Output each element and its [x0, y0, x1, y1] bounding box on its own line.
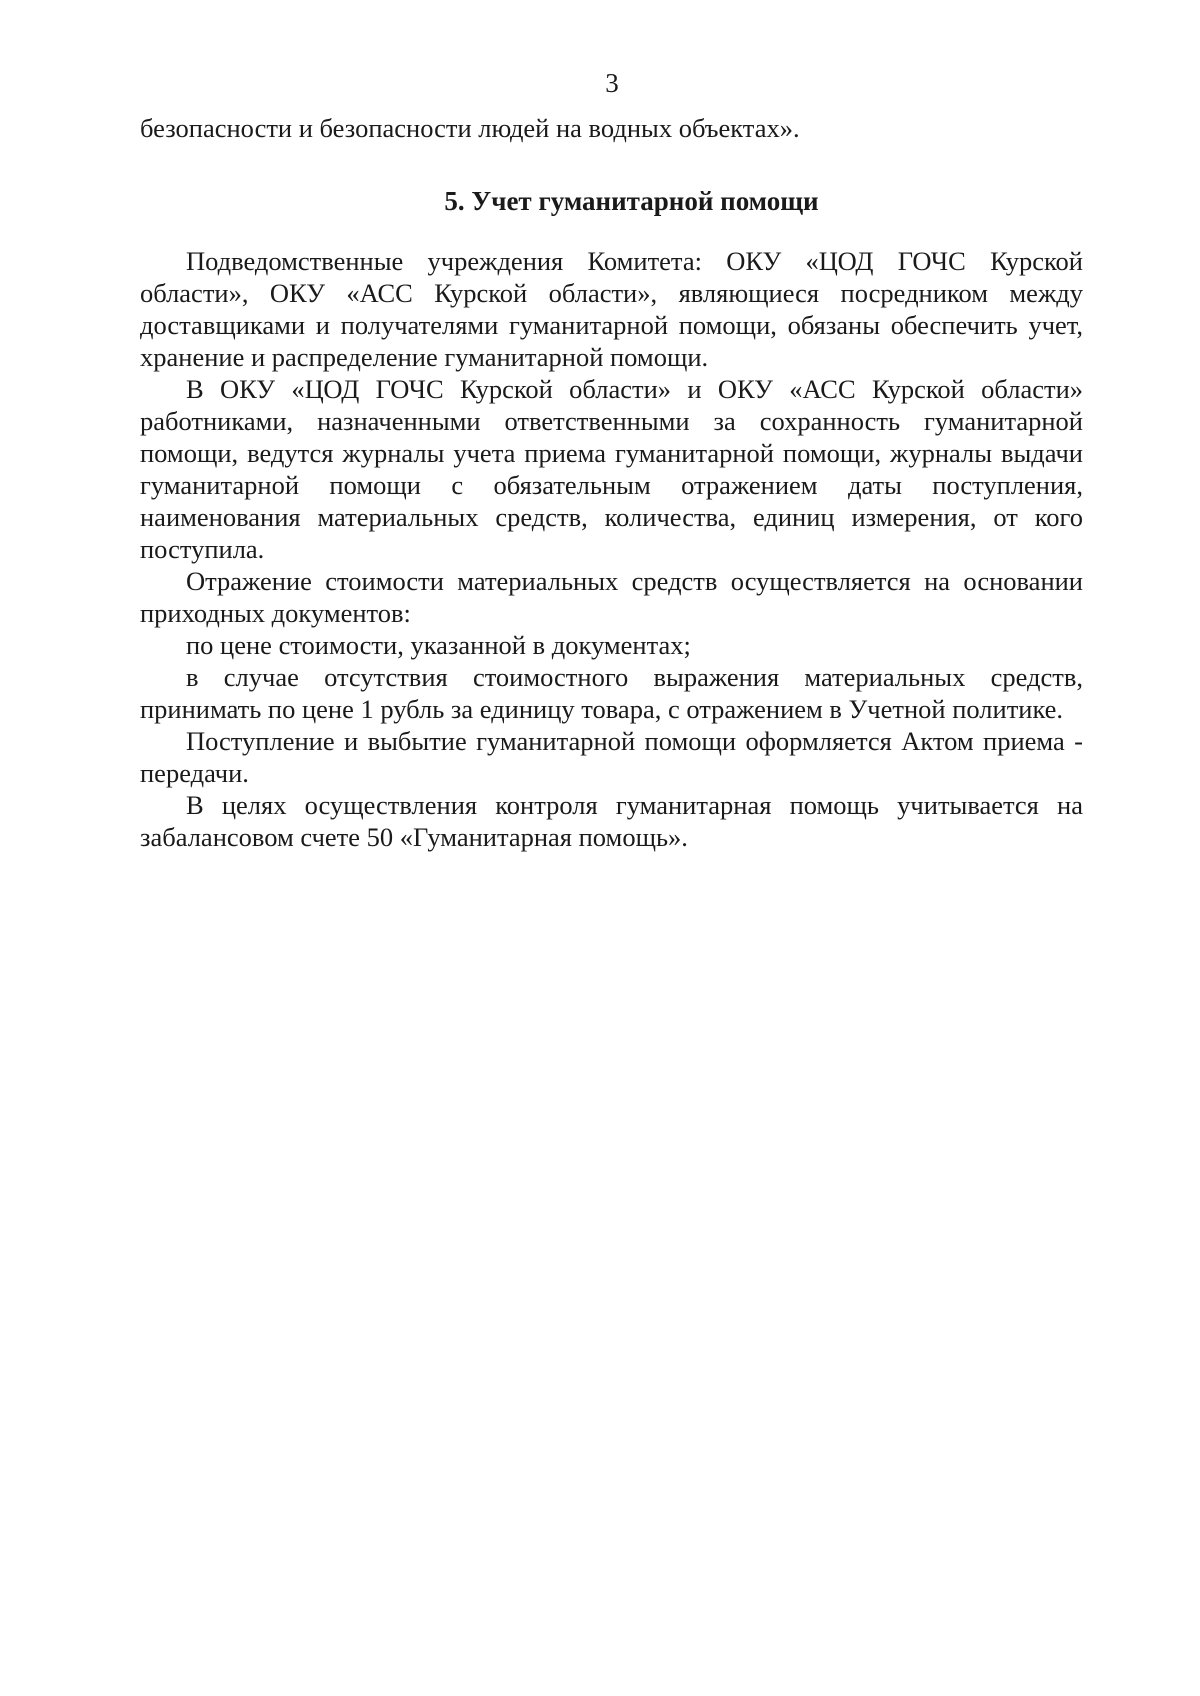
paragraph-subordinate-institutions: Подведомственные учреждения Комитета: ОКУ «ЦОД ГОЧС Курской области», ОКУ «АСС Курской области», являющиеся посредником между доставщиками и получателями гуманитарной помощи, обязаны обеспечить учет, хранение и распределение гуманитарной помощи.: [140, 246, 1083, 372]
paragraph-cost-reflection: Отражение стоимости материальных средств осуществляется на основании приходных документов:: [140, 566, 1083, 628]
paragraph-one-ruble: в случае отсутствия стоимостного выражения материальных средств, принимать по цене 1 рубль за единицу товара, с отражением в Учетной политике.: [140, 662, 1083, 724]
paragraph-off-balance-account: В целях осуществления контроля гуманитарная помощь учитывается на забалансовом счете 50 «Гуманитарная помощь».: [140, 790, 1083, 852]
paragraph-price-in-documents: по цене стоимости, указанной в документах;: [186, 630, 691, 660]
page-number: 3: [605, 68, 619, 98]
paragraph-journals: В ОКУ «ЦОД ГОЧС Курской области» и ОКУ «АСС Курской области» работниками, назначенными ответственными за сохранность гуманитарной помощи, ведутся журналы учета приема гуманитарной помощи, журналы выдачи гуманитарной помощи с обязательным отражением даты поступления, наименования материальных средств, количества, единиц измерения, от кого поступила.: [140, 374, 1083, 564]
paragraph-transfer-act: Поступление и выбытие гуманитарной помощи оформляется Актом приема - передачи.: [140, 726, 1083, 788]
section-heading: 5. Учет гуманитарной помощи: [444, 186, 819, 216]
continuation-line: безопасности и безопасности людей на водных объектах».: [140, 113, 800, 143]
document-body: [140, 112, 1083, 853]
